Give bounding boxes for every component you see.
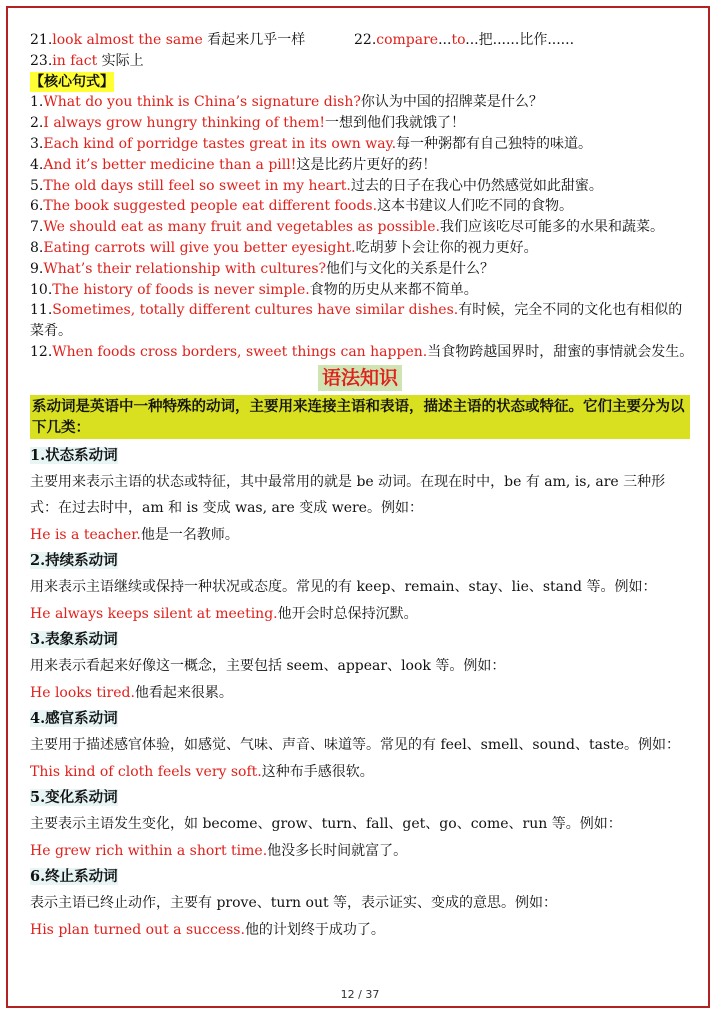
section-heading: 6.终止系动词	[30, 868, 118, 886]
sentence-number: 3.	[30, 135, 44, 152]
section-body: 用来表示主语继续或保持一种状况或态度。常见的有 keep、remain、stay、lie、stand 等。例如：	[30, 579, 657, 596]
section-list	[30, 443, 690, 944]
vocab-row	[30, 30, 690, 51]
section-heading-row	[30, 548, 690, 574]
sentence-english: What do you think is China’s signature dish?	[43, 94, 361, 111]
sentence-chinese: 这是比药片更好的药！	[296, 156, 437, 173]
section-example	[30, 759, 690, 786]
sentence-item	[30, 176, 690, 197]
section-example	[30, 522, 690, 549]
sentence-chinese: 当食物跨越国界时，甜蜜的事情就会发生。	[427, 343, 694, 360]
section-heading-row	[30, 864, 690, 890]
sentence-chinese: 每一种粥都有自己独特的味道。	[396, 135, 593, 152]
sentence-english: I always grow hungry thinking of them!	[43, 115, 326, 132]
sentence-english: The book suggested people eat different foods.	[43, 198, 378, 215]
sentence-english: And it’s better medicine than a pill!	[43, 156, 297, 173]
sentence-item	[30, 92, 690, 113]
example-chinese: 他开会时总保持沉默。	[277, 605, 418, 622]
section-heading-row	[30, 443, 690, 469]
example-english: He looks tired.	[30, 684, 135, 701]
page-content	[30, 30, 694, 943]
sentence-english: Each kind of porridge tastes great in its own way.	[43, 135, 397, 152]
sentence-english: What’s their relationship with cultures?	[43, 260, 327, 277]
example-english: This kind of cloth feels very soft.	[30, 763, 262, 780]
sentence-number: 4.	[30, 156, 44, 173]
example-chinese: 他的计划终于成功了。	[244, 921, 385, 938]
sentence-english: Eating carrots will give you better eyesight.	[43, 239, 356, 256]
sentence-number: 9.	[30, 260, 44, 277]
sentence-english: The history of foods is never simple.	[52, 281, 310, 298]
core-sentences-tag-row	[30, 72, 690, 93]
sentence-number: 10.	[30, 281, 53, 298]
vocab-item-21: 21.look almost the same 看起来几乎一样	[30, 32, 306, 48]
sentence-chinese: 你认为中国的招牌菜是什么？	[360, 94, 543, 111]
section-body: 用来表示看起来好像这一概念，主要包括 seem、appear、look 等。例如：	[30, 658, 506, 675]
sentence-number: 1.	[30, 94, 44, 111]
section-heading: 4.感官系动词	[30, 710, 118, 728]
section-example	[30, 680, 690, 707]
sentence-item	[30, 342, 694, 363]
sentence-number: 12.	[30, 343, 53, 360]
section-heading-row	[30, 706, 690, 732]
section-example	[30, 917, 690, 944]
section-example	[30, 838, 690, 865]
sentence-item	[30, 238, 690, 259]
grammar-title-row	[30, 365, 690, 393]
sentence-item	[30, 280, 690, 301]
sentence-number: 8.	[30, 239, 44, 256]
section-example	[30, 601, 690, 628]
sentence-item	[30, 217, 690, 238]
sentence-chinese: 食物的历史从来都不简单。	[309, 281, 478, 298]
sentence-english: When foods cross borders, sweet things can happen.	[52, 343, 428, 360]
example-chinese: 他是一名教师。	[140, 526, 239, 543]
sentence-chinese: 他们与文化的关系是什么？	[326, 260, 495, 277]
section-heading-row	[30, 785, 690, 811]
section-body: 主要表示主语发生变化，如 become、grow、turn、fall、get、go、come、run 等。例如：	[30, 816, 622, 833]
grammar-title: 语法知识	[318, 365, 402, 391]
sentence-number: 7.	[30, 219, 44, 236]
sentence-item	[30, 155, 690, 176]
sentence-item	[30, 300, 690, 342]
sentence-item	[30, 196, 690, 217]
example-english: His plan turned out a success.	[30, 921, 245, 938]
section-heading-row	[30, 627, 690, 653]
grammar-intro: 系动词是英语中一种特殊的动词，主要用来连接主语和表语，描述主语的状态或特征。它们主要分为以下几类：	[30, 395, 690, 439]
core-sentences-tag: 【核心句式】	[30, 73, 114, 90]
sentence-chinese: 一想到他们我就饿了！	[325, 115, 466, 132]
sentence-item	[30, 113, 690, 134]
sentence-list	[30, 92, 694, 362]
sentence-english: We should eat as many fruit and vegetables as possible.	[43, 219, 440, 236]
sentence-item	[30, 259, 690, 280]
sentence-number: 6.	[30, 198, 44, 215]
sentence-item	[30, 134, 690, 155]
example-chinese: 他看起来很累。	[134, 684, 233, 701]
sentence-number: 2.	[30, 115, 44, 132]
sentence-chinese: 有时候，完全不同的文化也有相似的菜肴。	[30, 302, 683, 340]
page-number: 12 / 37	[340, 988, 380, 1001]
section-body: 主要用来表示主语的状态或特征，其中最常用的就是 be 动词。在现在时中，be 有 am, is, are 三种形式：在过去时中，am 和 is 变成 was, are 变成 were。例如：	[30, 473, 666, 517]
section-body: 表示主语已终止动作，主要有 prove、turn out 等，表示证实、变成的意思。例如：	[30, 895, 558, 912]
example-english: He always keeps silent at meeting.	[30, 605, 278, 622]
section-heading: 2.持续系动词	[30, 552, 118, 570]
sentence-chinese: 我们应该吃尽可能多的水果和蔬菜。	[439, 219, 664, 236]
example-chinese: 这种布手感很软。	[261, 763, 374, 780]
sentence-english: Sometimes, totally different cultures have similar dishes.	[52, 302, 459, 319]
sentence-number: 11.	[30, 302, 53, 319]
example-english: He grew rich within a short time.	[30, 842, 268, 859]
sentence-chinese: 吃胡萝卜会让你的视力更好。	[355, 239, 538, 256]
section-heading: 5.变化系动词	[30, 789, 118, 807]
vocab-item-23: 23.in fact 实际上	[30, 52, 144, 69]
vocab-item-22: 22.compare...to...把......比作......	[354, 32, 575, 48]
example-english: He is a teacher.	[30, 526, 141, 543]
sentence-english: The old days still feel so sweet in my heart.	[43, 177, 351, 194]
section-heading: 1.状态系动词	[30, 446, 118, 464]
sentence-chinese: 过去的日子在我心中仍然感觉如此甜蜜。	[350, 177, 603, 194]
section-body: 主要用于描述感官体验，如感觉、气味、声音、味道等。常见的有 feel、smell、sound、taste。例如：	[30, 737, 681, 754]
section-heading: 3.表象系动词	[30, 631, 118, 649]
sentence-chinese: 这本书建议人们吃不同的食物。	[377, 198, 574, 215]
sentence-number: 5.	[30, 177, 44, 194]
example-chinese: 他没多长时间就富了。	[267, 842, 408, 859]
